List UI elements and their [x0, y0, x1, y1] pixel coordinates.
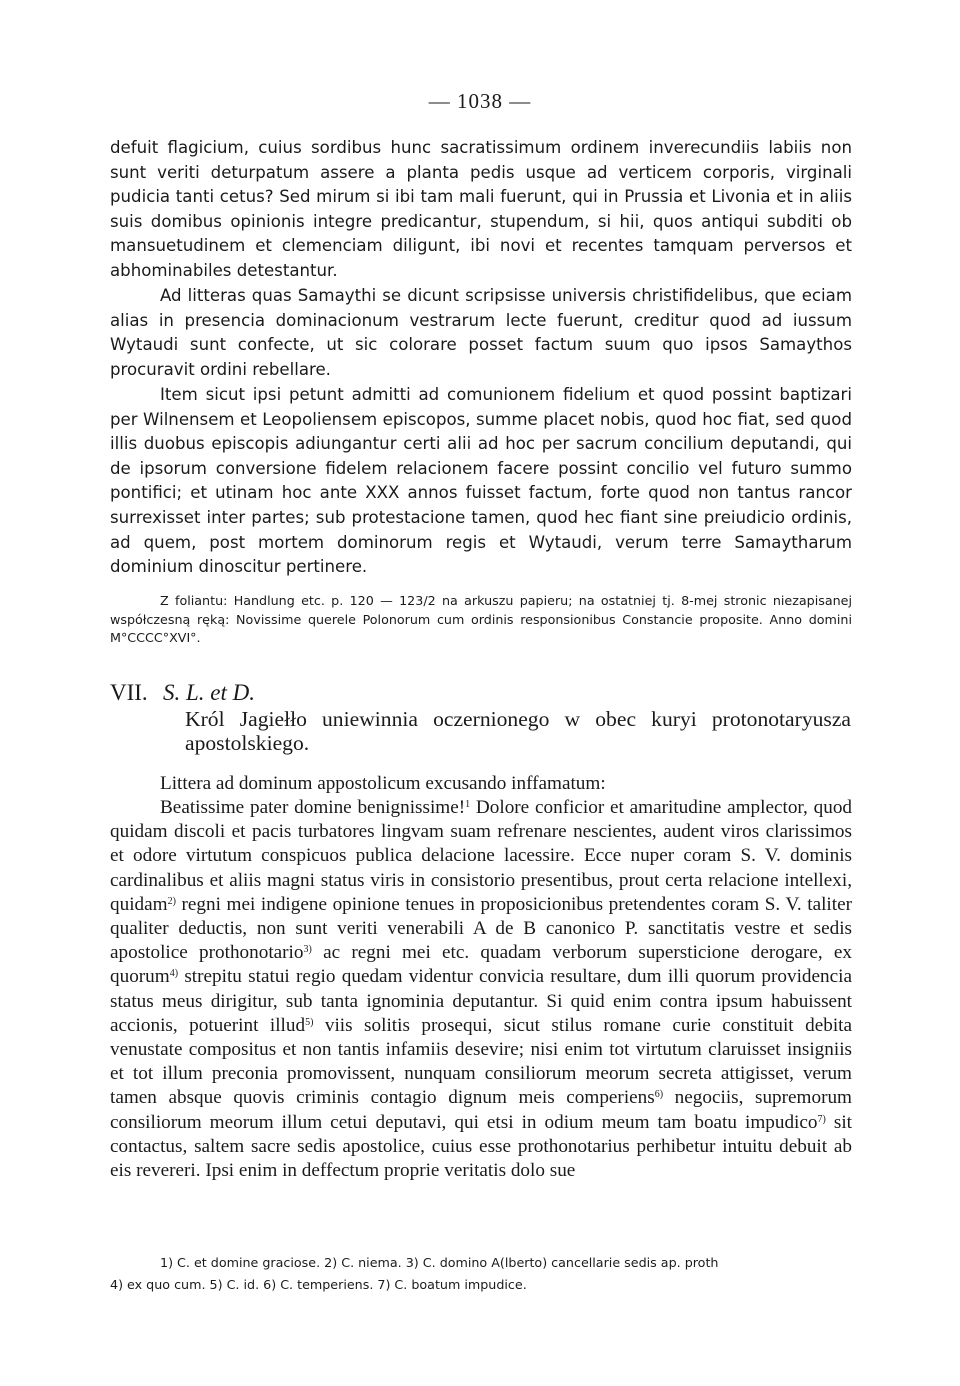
footnote-ref: 4) — [169, 968, 179, 980]
section-number: VII. — [110, 680, 148, 705]
letter-heading — [110, 772, 852, 796]
letter-heading-text: Littera ad dominum appostolicum excusando inffamatum: — [160, 773, 606, 794]
footnote-line-2: 4) ex quo cum. 5) C. id. 6) C. temperiens. 7) C. boatum impudice. — [110, 1277, 527, 1292]
source-note-text: Z foliantu: Handlung etc. p. 120 — 123/2 na arkuszu papieru; na ostatniej tj. 8-mej stronic niezapisanej współczesną ręką: Novissime querele Polonorum cum ordinis responsionibus Constancie proposite. Anno domini M°CCCC°XVI°. — [110, 593, 852, 645]
letter-text: Beatissime pater domine benignissime!$^1$ Dolore conficior et amaritudine amplector, quod quidam discoli et pacis turbatores lingvam suam refrenare nescientes, audent viros clarissimos et odore virtutum conspicuos publica delacione lacessire. Ecce nuper coram S. V. dominis cardinalibus et aliis magni status viris in consistorio presentibus, prout certa relacione intellexi, quidam$^{2)}$ regni mei indigene opinione tenues in proposicionibus pretendentes coram S. V. taliter qualiter deductis, non sunt veriti venerabili A de B canonico P. sanctitatis vestre et sedis apostolice prothonotario$^{3)}$ ac regni mei etc. quadam verborum supersticione derogare, ex quorum$^{4)}$ strepitu statui regio quedam videntur convicia resultare, dum illi quorum providencia status meus dirigitur, sub tanta ignominia deputantur. Si quid enim contra ipsum habuissent accionis, potuerint illud$^{5)}$ viis solitis prosequi, sicut stilus romane curie constituit debita venustate compositus et non tantis infamiis desevire; nisi enim tot virtutum claruisset insigniis et tot illum preconia promovissent, nunquam consiliorum meorum secreta attigisset, verum tamen absque quovis criminis contagio dignum meis comperiens$^{6)}$ negociis, supremorum consiliorum meorum illum cetui deputavi, qui etsi in odium meum tam boatu impudico$^{7)}$ sit contactus, saltem sacre sedis apostolice, cuius esse prothonotarius perhibetur intuitu debuit ab eis revereri. Ipsi enim in deffectum proprie veritatis dolo sue — [110, 797, 853, 1182]
footnote-ref: 5) — [305, 1016, 314, 1028]
paragraph-text: defuit flagicium, cuius sordibus hunc sacratissimum ordinem inverecundiis labiis non sunt veriti deturpatum assere a planta pedis usque ad verticem corporis, virginali pudicia tanti cetus? Sed mirum si ibi tam mali fuerunt, qui in Prussia et Livonia et in aliis suis domibus opinionis integre predicantur, stupendum, si hii, quos antiqui subditi ob mansuetudinem et clemenciam diligunt, ibi novi et recentes tamquam perversos et abhominabiles detestantur. — [110, 138, 852, 280]
body-paragraph-3 — [110, 383, 852, 580]
source-note — [110, 592, 852, 648]
footnote-ref: 2) — [167, 895, 176, 907]
footnote-ref: 7) — [817, 1113, 826, 1125]
section-title: Król Jagiełło uniewinnia oczernionego w obec kuryi protonotaryusza apostolskiego. — [185, 707, 851, 756]
letter-body — [110, 796, 852, 1183]
footnote-ref: 1 — [465, 799, 471, 810]
body-paragraph-1 — [110, 136, 852, 284]
footnote-ref: 6) — [654, 1089, 664, 1101]
body-paragraph-2 — [110, 284, 852, 382]
page-number: — 1038 — — [428, 89, 532, 113]
footnote-ref: 3) — [303, 944, 312, 956]
paragraph-text: Ad litteras quas Samaythi se dicunt scripsisse universis christifidelibus, que eciam alias in presencia dominacionum vestrarum lecte fuerunt, creditur quod ad iussum Wytaudi sunt confecte, ut sic colorare posset factum suum quo ipsos Samaythos procuravit ordini rebellare. — [110, 286, 852, 379]
footnote-line-1: 1) C. et domine graciose. 2) C. niema. 3) C. domino A(lberto) cancellarie sedis ap. proth — [160, 1255, 719, 1270]
paragraph-text: Item sicut ipsi petunt admitti ad comunionem fidelium et quod possint baptizari per Wilnensem et Leopoliensem episcopos, summe placet nobis, quod hoc fiat, sed quod illis duobus episcopis adiungantur certi alii ad hoc per sacrum concilium deputandi, qui de ipsorum conversione fidelem relacionem facere possint concilio vel futuro summo pontifici; et utinam hoc ante XXX annos fuisset factum, forte quod non tantus rancor surrexisset inter partes; sub protestacione tamen, quod hec fiant sine preiudicio ordinis, ad quem, post mortem dominorum regis et Wytaudi, verum terre Samaytharum dominium dinoscitur pertinere. — [110, 385, 852, 577]
section-letters: S. L. et D. — [163, 680, 255, 705]
